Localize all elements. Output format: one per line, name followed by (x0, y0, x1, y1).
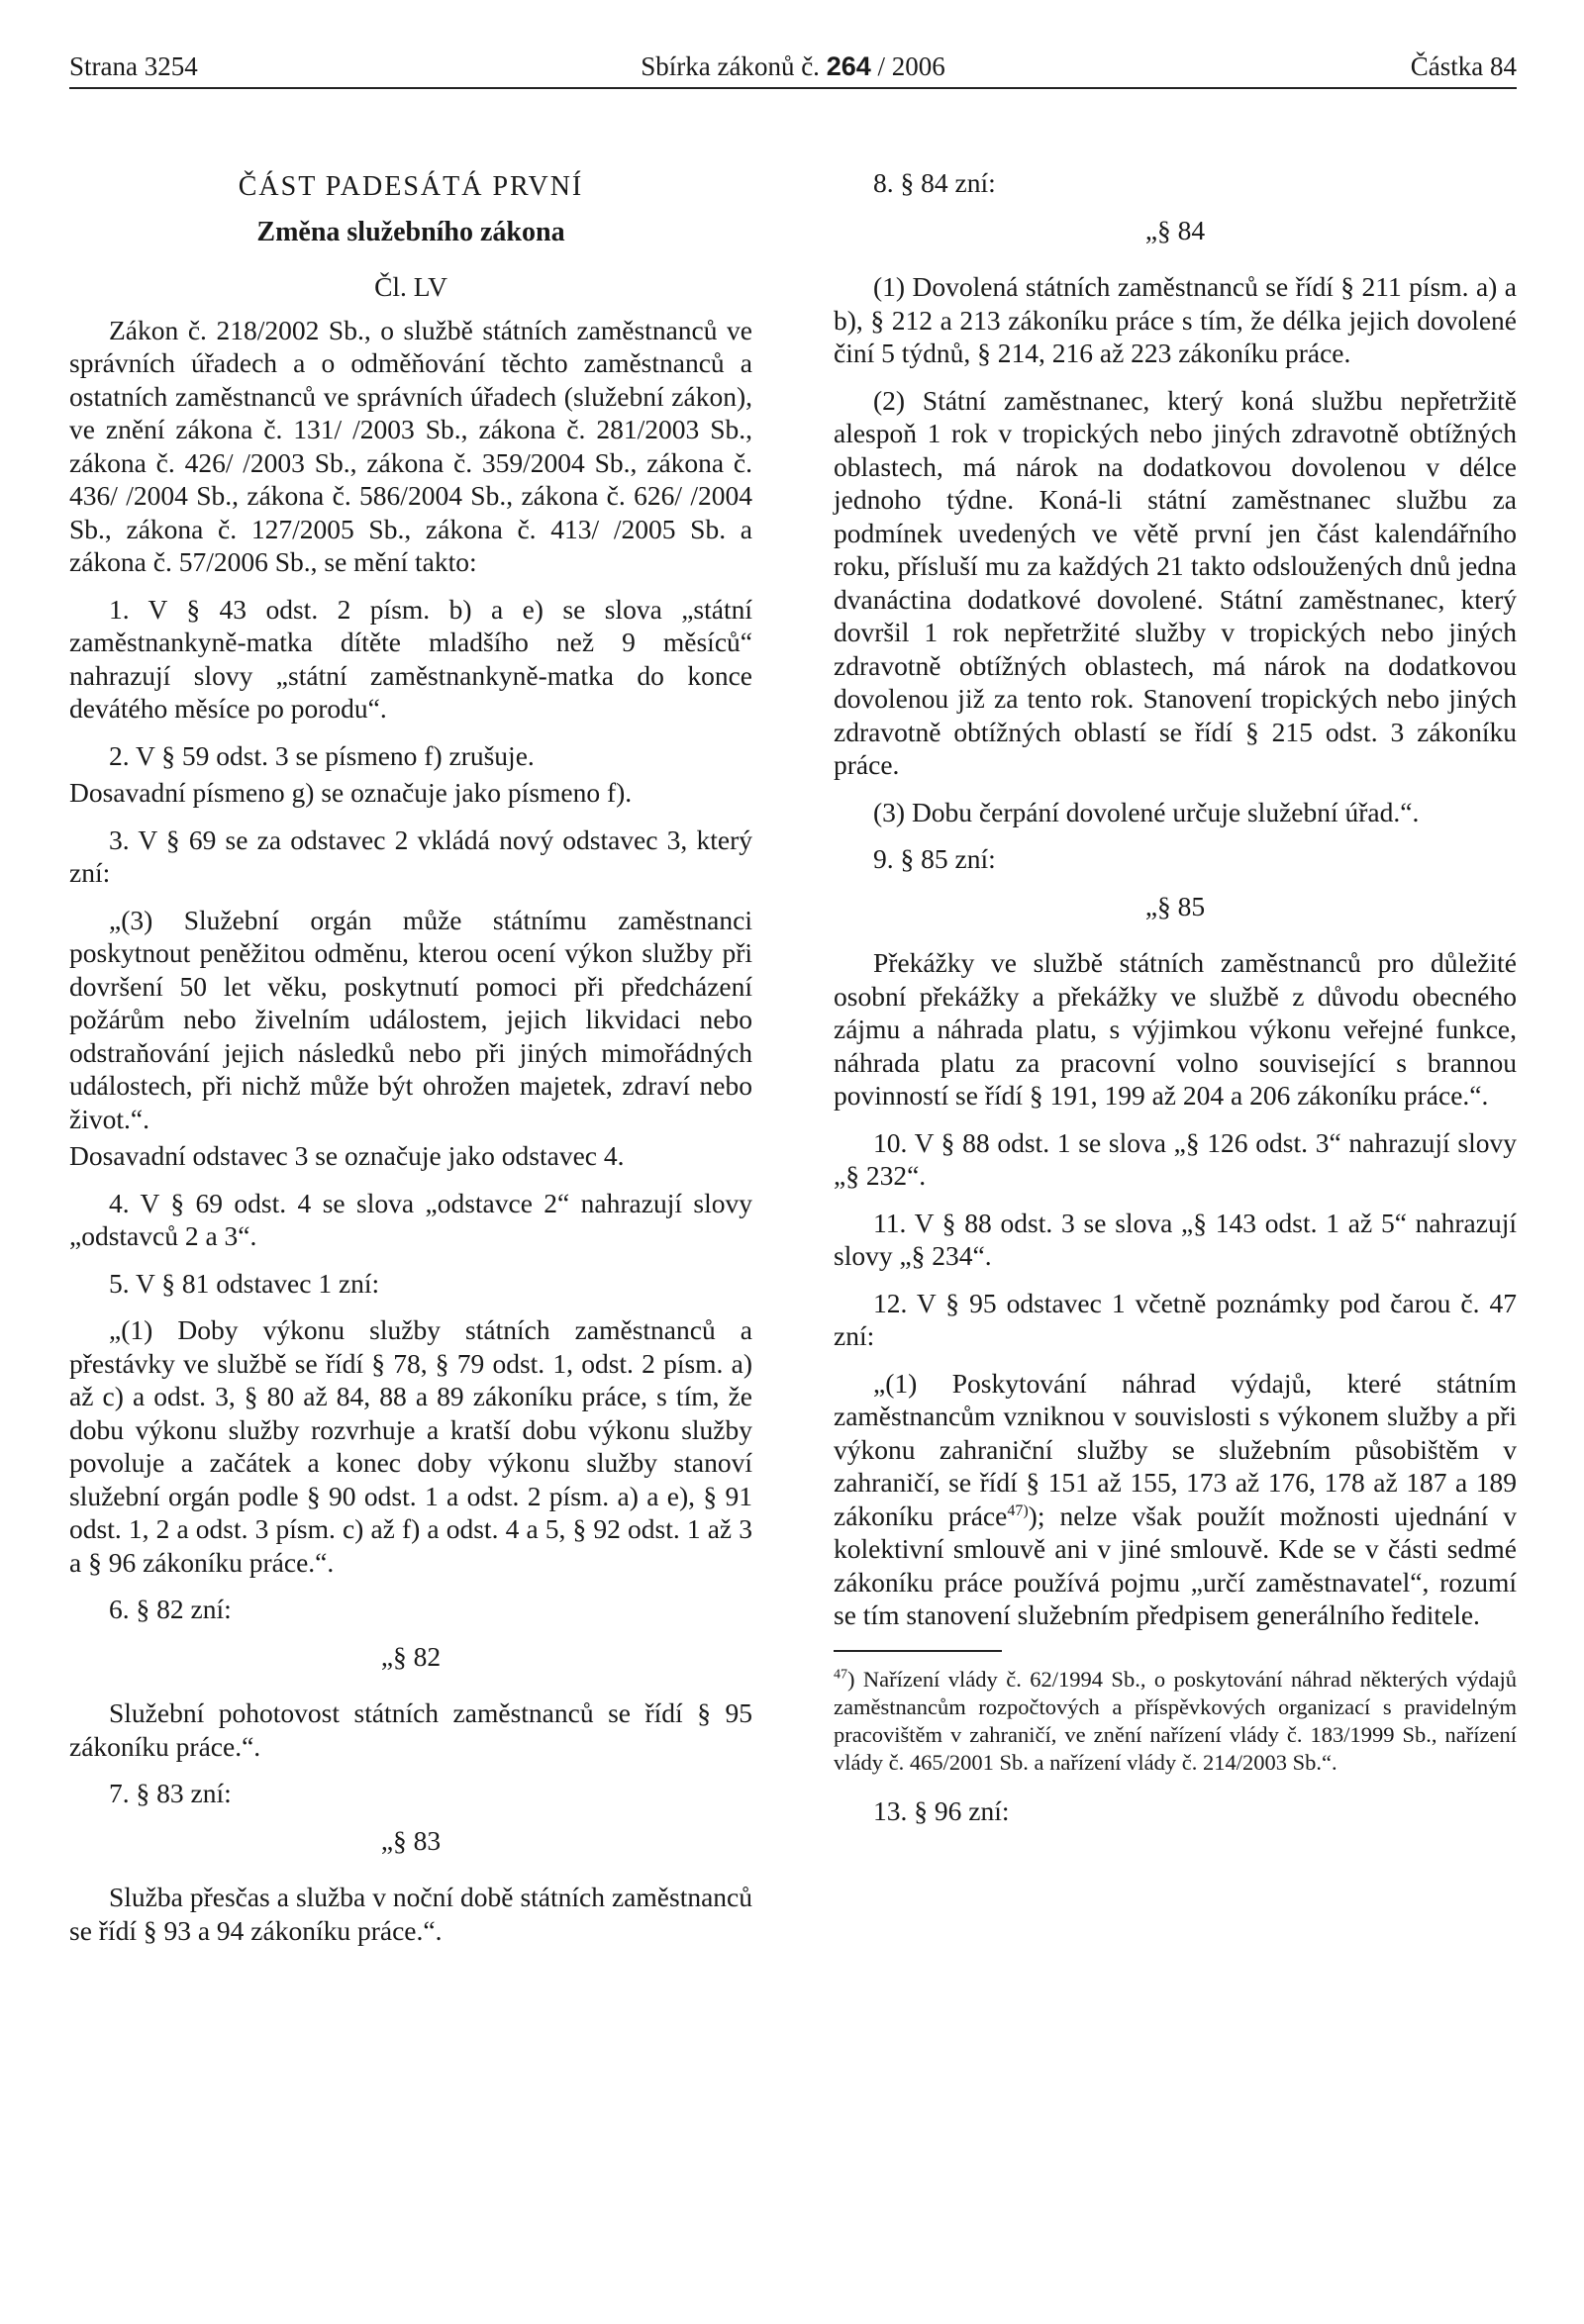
section-heading-85: „§ 85 (1144, 890, 1206, 921)
amendment-item-5-quote: „(1) Doby výkonu služby státních zaměstnanců a přestávky ve službě se řídí § 78, § 79 odst. 1, odst. 2 písm. a) až c) a odst. 3, § 80 až 84, 88 a 89 zákoníku práce, s tím, že dobu výkonu služby rozvrhuje a kratší dobu výkonu služby povoluje a začátek a konec doby výkonu služby stanoví služební orgán podle § 90 odst. 1 a odst. 2 písm. a) a e), § 91 odst. 1, 2 a odst. 3 písm. c) až f) a odst. 4 a 5, § 92 odst. 1 až 3 a § 96 zákoníku práce.“. (69, 1314, 752, 1578)
left-column (69, 166, 752, 1961)
page-number: Strana 3254 (69, 51, 198, 81)
collection-title (69, 51, 1517, 82)
intro-paragraph: Zákon č. 218/2002 Sb., o službě státních zaměstnanců ve správních úřadech a o odměňování těchto zaměstnanců a ostatních zaměstnanců ve správních úřadech (služební zákon), ve znění zákona č. 131/ /2003 Sb., zákona č. 281/2003 Sb., zákona č. 426/ /2003 Sb., zákona č. 359/2004 Sb., zákona č. 436/ /2004 Sb., zákona č. 586/2004 Sb., zákona č. 626/ /2004 Sb., zákona č. 127/2005 Sb., zákona č. 413/ /2005 Sb. a zákona č. 57/2006 Sb., se mění takto: (69, 314, 752, 577)
amendment-item-6: 6. § 82 zní: (109, 1594, 232, 1624)
amendment-item-9: 9. § 85 zní: (873, 843, 996, 874)
quote-text-part-2: ); nelze však použít možnosti ujednání v kolektivní smlouvě ani v jiné smlouvě. Kde se v části sedmé zákoníku práce používá pojmu „určí zaměstnavatel“, rozumí se tím stanovení služebním předpisem generálního ředitele. (834, 1500, 1517, 1630)
section-85-text: Překážky ve službě státních zaměstnanců pro důležité osobní překážky a překážky ve službě z důvodu obecného zájmu a náhrada platu, s výjimkou výkonu veřejné funkce, náhrada platu za pracovní volno související s brannou povinností se řídí § 191, 199 až 204 a 206 zákoníku práce.“. (834, 947, 1517, 1111)
footnote-mark: 47 (834, 1667, 847, 1682)
quote-text-part-1: „(1) Poskytování náhrad výdajů, které státním zaměstnancům vzniknou v souvislosti s výkonem služby a při výkonu zahraniční služby se služebním působištěm v zahraničí, se řídí § 151 až 155, 173 až 176, 178 až 187 a 189 zákoníku práce (834, 1367, 1517, 1531)
amendment-item-3-quote: „(3) Služební orgán může státnímu zaměstnanci poskytnout peněžitou odměnu, kterou ocení výkon služby při dovršení 50 let věku, poskytnutí pomoci při předcházení požárům nebo živelním událostem, jejich likvidaci nebo odstraňování jejich následků nebo při jiných mimořádných událostech, při nichž může být ohrožen majetek, zdraví nebo život.“. (69, 904, 752, 1134)
right-column (834, 166, 1517, 1841)
amendment-item-4: 4. V § 69 odst. 4 se slova „odstavce 2“ nahrazují slovy „odstavců 2 a 3“. (69, 1187, 752, 1251)
footnote-47 (834, 1666, 1517, 1777)
section-82-text: Služební pohotovost státních zaměstnanců se řídí § 95 zákoníku práce.“. (69, 1697, 752, 1762)
footnote-divider (834, 1650, 1002, 1652)
part-title: ČÁST PADESÁTÁ PRVNÍ (238, 171, 584, 202)
page-header (69, 51, 1517, 89)
amendment-item-2: 2. V § 59 odst. 3 se písmeno f) zrušuje. (109, 739, 535, 771)
collection-prefix: Sbírka zákonů č. (641, 51, 820, 81)
amendment-item-8: 8. § 84 zní: (873, 167, 996, 198)
section-84-paragraph-2: (2) Státní zaměstnanec, který koná službu nepřetržitě alespoň 1 rok v tropických nebo jiných zdravotně obtížných oblastech, má nárok na dodatkovou dovolenou v délce jednoho týdne. Koná-li státní zaměstnanec službu za podmínek uvedených ve větě první jen část kalendářního roku, přísluší mu za každých 21 takto odsloužených dnů jedna dvanáctina dodatkové dovolené. Státní zaměstnanec, který dovršil 1 rok nepřetržité služby v tropických nebo jiných zdravotně obtížných oblastech, má nárok na dodatkovou dovolenou již za tento rok. Stanovení tropických nebo jiných zdravotně obtížných oblastí se řídí § 215 odst. 3 zákoníku práce. (834, 384, 1517, 780)
footnote-reference: 47) (1007, 1501, 1029, 1519)
collection-year: / 2006 (877, 51, 945, 81)
section-83-text: Služba přesčas a služba v noční době státních zaměstnanců se řídí § 93 a 94 zákoníku práce.“. (69, 1882, 752, 1946)
amendment-item-5: 5. V § 81 odstavec 1 zní: (109, 1267, 380, 1299)
amendment-item-2-note: Dosavadní písmeno g) se označuje jako písmeno f). (69, 777, 633, 808)
amendment-item-10: 10. V § 88 odst. 1 se slova „§ 126 odst. 3“ nahrazují slovy „§ 232“. (834, 1126, 1517, 1191)
amendment-item-11: 11. V § 88 odst. 3 se slova „§ 143 odst. 1 až 5“ nahrazují slovy „§ 234“. (834, 1207, 1517, 1271)
amendment-item-7: 7. § 83 zní: (109, 1778, 232, 1808)
amendment-item-13: 13. § 96 zní: (873, 1794, 1010, 1826)
article-number: Čl. LV (374, 271, 447, 302)
section-heading-83: „§ 83 (380, 1824, 442, 1856)
part-subtitle: Změna služebního zákona (256, 216, 565, 247)
section-heading-82: „§ 82 (380, 1640, 442, 1672)
amendment-item-3: 3. V § 69 se za odstavec 2 vkládá nový odstavec 3, který zní: (69, 823, 752, 888)
section-84-paragraph-1: (1) Dovolená státních zaměstnanců se řídí § 211 písm. a) a b), § 212 a 213 zákoníku práce s tím, že délka jejich dovolené činí 5 týdnů, § 214, 216 až 223 zákoníku práce. (834, 271, 1517, 368)
part-number: Částka 84 (1410, 51, 1517, 81)
amendment-item-12: 12. V § 95 odstavec 1 včetně poznámky pod čarou č. 47 zní: (834, 1287, 1517, 1351)
section-84-paragraph-3: (3) Dobu čerpání dovolené určuje služební úřad.“. (873, 796, 1420, 827)
section-heading-84: „§ 84 (1144, 214, 1206, 245)
collection-number: 264 (826, 51, 871, 81)
document-page (69, 0, 1517, 2324)
amendment-item-1: 1. V § 43 odst. 2 písm. b) a e) se slova „státní zaměstnankyně-matka dítěte mladšího než 9 měsíců“ nahrazují slovy „státní zaměstnankyně-matka do konce devátého měsíce po porodu“. (69, 593, 752, 724)
footnote-text: ) Nařízení vlády č. 62/1994 Sb., o poskytování náhrad některých výdajů zaměstnancům rozpočtových a příspěvkových organizací s pravidelným pracovištěm v zahraničí, ve znění nařízení vlády č. 183/1999 Sb., nařízení vlády č. 465/2001 Sb. a nařízení vlády č. 214/2003 Sb.“. (834, 1666, 1517, 1775)
amendment-item-12-quote (834, 1367, 1517, 1632)
amendment-item-3-note: Dosavadní odstavec 3 se označuje jako odstavec 4. (69, 1140, 625, 1171)
